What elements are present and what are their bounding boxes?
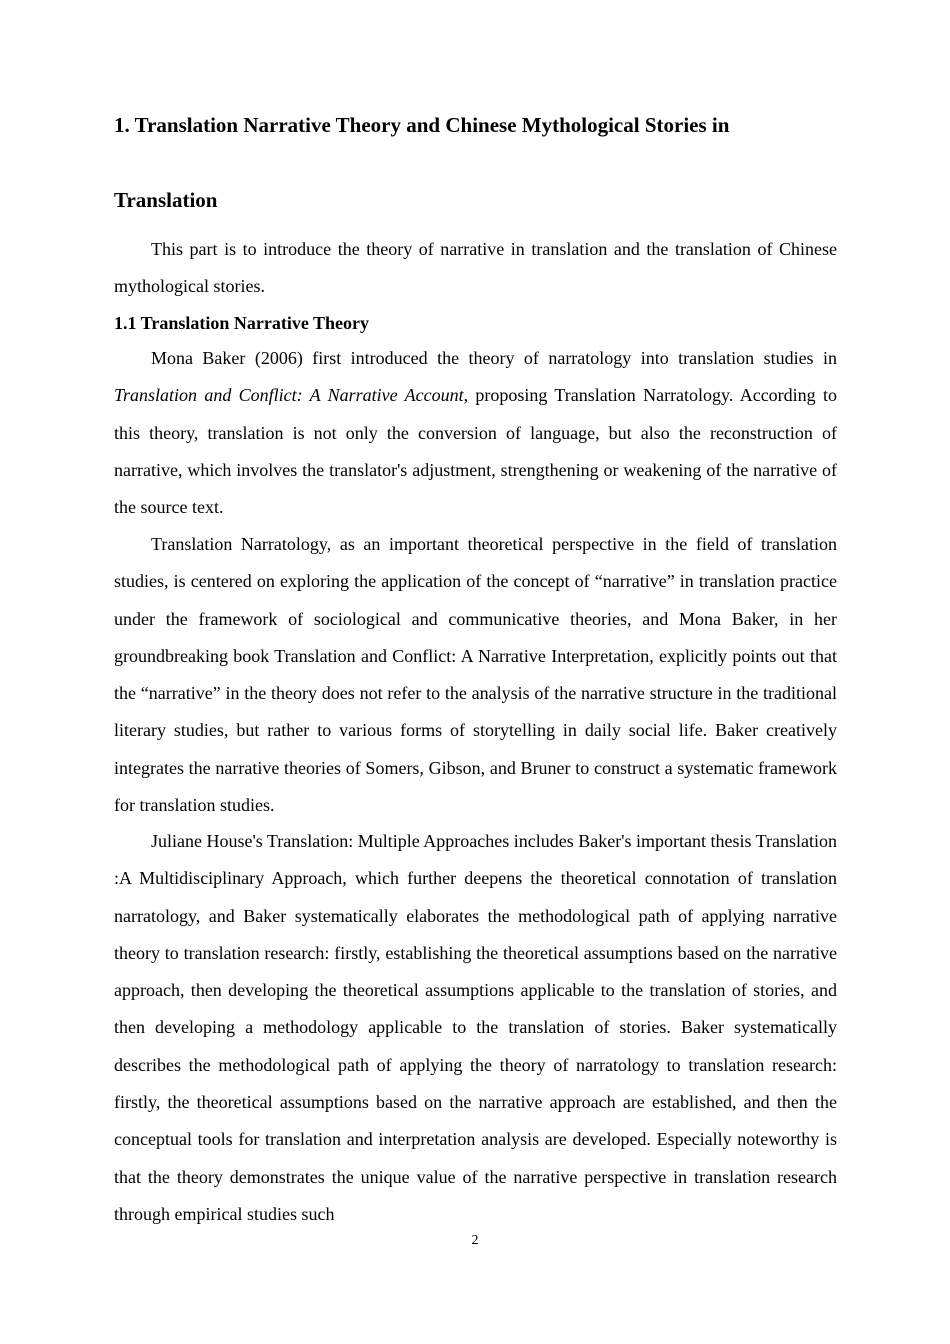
chapter-heading-line-2: Translation	[114, 188, 218, 212]
paragraph-mona-baker	[114, 340, 837, 526]
paragraph-translation-narratology: Translation Narratology, as an important theoretical perspective in the field of translation studies, is centered on exploring the application of the concept of “narrative” in translation practice under the framework of sociological and communicative theories, and Mona Baker, in her groundbreaking book Translation and Conflict: A Narrative Interpretation, explicitly points out that the “narrative” in the theory does not refer to the analysis of the narrative structure in the traditional literary studies, but rather to various forms of storytelling in daily social life. Baker creatively integrates the narrative theories of Somers, Gibson, and Bruner to construct a systematic framework for translation studies.	[114, 534, 837, 816]
paragraph-text: Mona Baker (2006) first introduced the theory of narratology into translation studies in	[151, 348, 837, 368]
paragraph-text: , proposing Translation Narratology. According to this theory, translation is not only the conversion of language, but also the reconstruction of narrative, which involves the translator's adjustment, strengthening or weakening of the narrative of the source text.	[114, 385, 838, 518]
page-number: 2	[471, 1233, 479, 1248]
section-heading: 1.1 Translation Narrative Theory	[114, 313, 369, 333]
book-title: Translation and Conflict: A Narrative Account	[114, 385, 464, 406]
chapter-heading-line-1: 1. Translation Narrative Theory and Chinese Mythological Stories in	[114, 113, 730, 137]
paragraph-juliane-house: Juliane House's Translation: Multiple Approaches includes Baker's important thesis Translation :A Multidisciplinary Approach, which further deepens the theoretical connotation of translation narratology, and Baker systematically elaborates the methodological path of applying narrative theory to translation research: firstly, establishing the theoretical assumptions based on the narrative approach, then developing the theoretical assumptions applicable to the translation of stories, and then developing a methodology applicable to the translation of stories. Baker systematically describes the methodological path of applying the theory of narratology to translation research: firstly, the theoretical assumptions based on the narrative approach are established, and then the conceptual tools for translation and interpretation analysis are developed. Especially noteworthy is that the theory demonstrates the unique value of the narrative perspective in translation research through empirical studies such	[114, 831, 837, 1224]
intro-paragraph: This part is to introduce the theory of narrative in translation and the translation of Chinese mythological stories.	[114, 239, 837, 297]
